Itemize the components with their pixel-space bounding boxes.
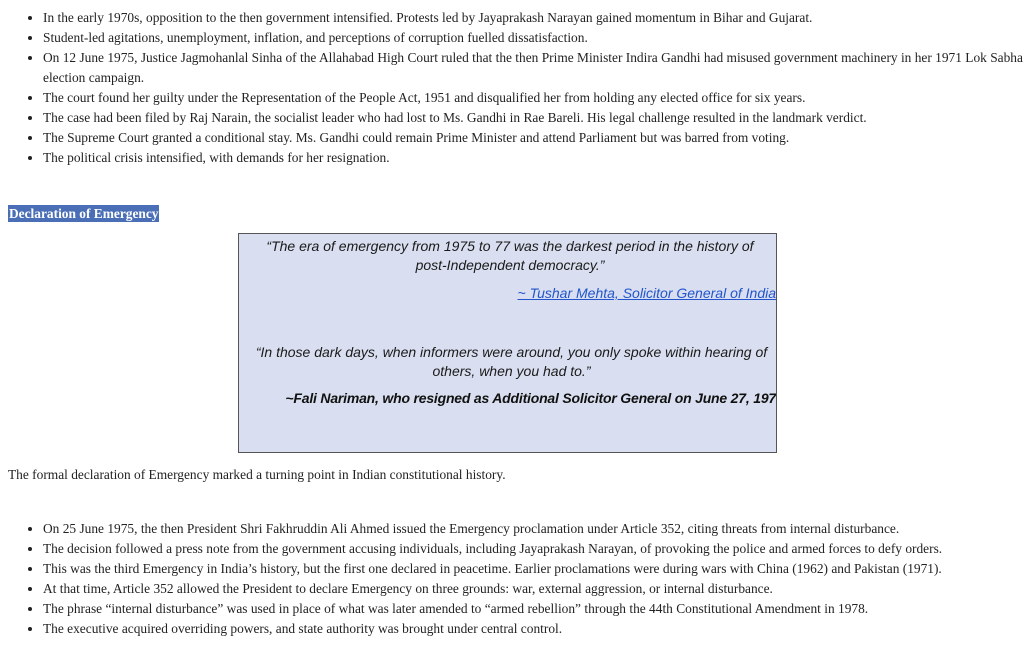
list-item: • At that time, Article 352 allowed the President to declare Emergency on three grounds: war, external aggression, or internal disturbance.: [43, 579, 1024, 599]
list-item: • This was the third Emergency in India’s history, but the first one declared in peacetime. Earlier proclamations were during wars with China (1962) and Pakistan (1971).: [43, 559, 1024, 579]
quote-attribution: ~Fali Nariman, who resigned as Additional Solicitor General on June 27, 197: [285, 390, 776, 406]
quote-text: “The era of emergency from 1975 to 77 was the darkest period in the history of post-Independent democracy.”: [266, 238, 754, 273]
background-bullet-list: [26, 8, 1024, 168]
list-item: • The decision followed a press note from the government accusing individuals, including Jayaprakash Narayan, of provoking the police and armed forces to defy orders.: [43, 539, 1024, 559]
list-item: • The phrase “internal disturbance” was used in place of what was later amended to “armed rebellion” through the 44th Constitutional Amendment in 1978.: [43, 599, 1024, 619]
list-item: • The political crisis intensified, with demands for her resignation.: [43, 148, 1024, 168]
list-item: • In the early 1970s, opposition to the then government intensified. Protests led by Jayaprakash Narayan gained momentum in Bihar and Gujarat.: [43, 8, 1024, 28]
list-item: • The case had been filed by Raj Narain, the socialist leader who had lost to Ms. Gandhi in Rae Bareli. His legal challenge resulted in the landmark verdict.: [43, 108, 1024, 128]
list-item: • Student-led agitations, unemployment, inflation, and perceptions of corruption fuelled dissatisfaction.: [43, 28, 1024, 48]
section-heading[interactable]: Declaration of Emergency: [9, 206, 159, 221]
list-item: • The court found her guilty under the Representation of the People Act, 1951 and disqualified her from holding any elected office for six years.: [43, 88, 1024, 108]
proclamation-bullet-list: [26, 519, 1024, 639]
quote-box: [238, 233, 777, 453]
list-item: • The executive acquired overriding powers, and state authority was brought under central control.: [43, 619, 1024, 639]
list-item: • On 12 June 1975, Justice Jagmohanlal Sinha of the Allahabad High Court ruled that the then Prime Minister Indira Gandhi had misused government machinery in her 1971 Lok Sabha election campaign.: [43, 48, 1024, 88]
quote-text: “In those dark days, when informers were around, you only spoke within hearing of others, when you had to.”: [255, 344, 768, 379]
list-item: • On 25 June 1975, the then President Shri Fakhruddin Ali Ahmed issued the Emergency proclamation under Article 352, citing threats from internal disturbance.: [43, 519, 1024, 539]
intro-paragraph: The formal declaration of Emergency marked a turning point in Indian constitutional history.: [8, 467, 506, 482]
list-item: • The Supreme Court granted a conditional stay. Ms. Gandhi could remain Prime Minister and attend Parliament but was barred from voting.: [43, 128, 1024, 148]
quote-attribution-link[interactable]: ~ Tushar Mehta, Solicitor General of India: [517, 285, 776, 301]
